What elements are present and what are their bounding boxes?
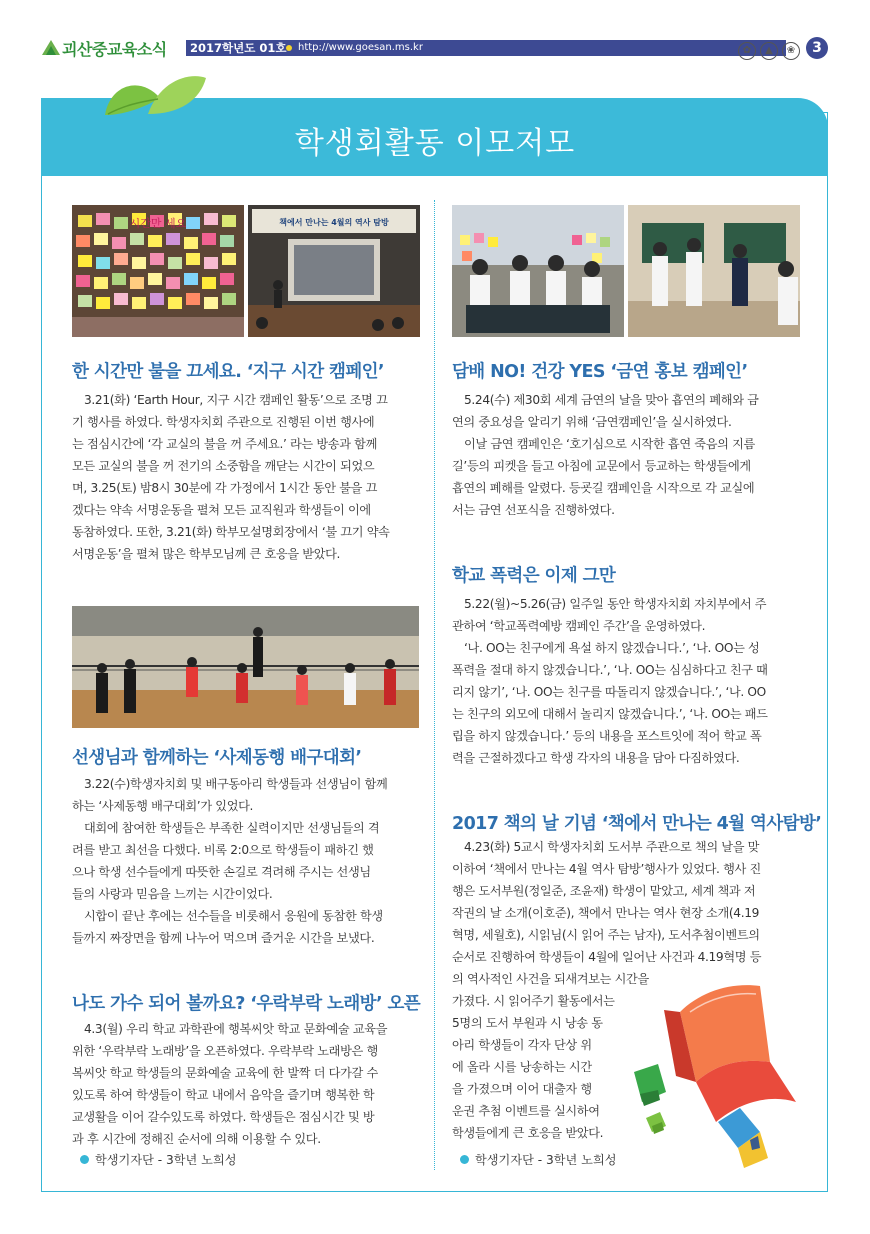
flying-book-illustration [620,972,820,1172]
article-volleyball-title: 선생님과 함께하는 ‘사제동행 배구대회’ [72,748,362,768]
text-line: 5.24(수) 제30회 세계 금연의 날을 맞아 흡연의 폐해와 금 [464,393,759,407]
text-line: 3.21(화) ‘Earth Hour, 지구 시간 캠페인 활동’으로 조명 끄 [84,393,388,407]
text-line: 위한 ‘우락부락 노래방’을 오픈하였다. 우락부락 노래방은 행 [72,1044,378,1058]
text-line: 4.3(월) 우리 학교 과학관에 행복씨앗 학교 문화예술 교육을 [84,1022,388,1036]
issue-number: 2017학년도 01호 [190,41,287,55]
text-line: 시합이 끝난 후에는 선수들을 비롯해서 응원에 동참한 학생 [84,909,383,923]
text-line: 폭력을 절대 하지 않겠습니다.’, ‘나. OO는 심심하다고 친구 때 [452,663,768,677]
text-line: 들의 사랑과 믿음을 느끼는 시간이었다. [72,887,273,901]
text-line: 서명운동’을 펼쳐 많은 학부모님께 큰 호응을 받았다. [72,547,341,561]
emblem-icon: ✿ [738,42,756,60]
text-line: 력을 근절하겠다고 학생 각자의 내용을 담아 다짐하였다. [452,751,740,765]
article-karaoke-title: 나도 가수 되어 볼까요? ‘우락부락 노래방’ 오픈 [72,994,421,1014]
byline-text: 학생기자단 - 3학년 노희성 [95,1153,237,1167]
text-line: 이하여 ‘책에서 만나는 4월 역사 탐방’행사가 있었다. 행사 진 [452,862,761,876]
article-earth-hour-body [72,389,422,565]
text-line: 작권의 날 소개(이호준), 책에서 만나는 역사 현장 소개(4.19 [452,906,760,920]
column-divider [434,200,435,1170]
photo-postit-board [72,205,244,337]
text-line: 대회에 참여한 학생들은 부족한 실력이지만 선생님들의 격 [84,821,380,835]
header-dot [286,45,292,51]
text-line: 교생활을 이어 갈수있도록 하였다. 학생들은 점심시간 및 방 [72,1110,375,1124]
text-line: 3.22(수)학생자치회 및 배구동아리 학생들과 선생님이 함께 [84,777,388,791]
text-line: ‘나. OO는 친구에게 욕설 하지 않겠습니다.’, ‘나. OO는 성 [464,641,760,655]
text-line: 흡연의 폐해를 알렸다. 등굣길 캠페인을 시작으로 각 교실에 [452,481,755,495]
photo-presentation-hall [248,205,420,337]
text-line: 과 후 시간에 정해진 순서에 의해 이용할 수 있다. [72,1132,321,1146]
byline-right [460,1151,617,1168]
text-line: 겠다는 약속 서명운동을 펼쳐 모든 교직원과 학생들이 이에 [72,503,371,517]
text-line: 이날 금연 캠페인은 ‘호기심으로 시작한 흡연 죽음의 지름 [464,437,755,451]
page-number: 3 [806,37,828,59]
text-line: 행은 도서부원(정일준, 조윤재) 학생이 맡았고, 세계 책과 저 [452,884,756,898]
text-line: 려를 받고 최선을 다했다. 비록 2:0으로 학생들이 패하긴 했 [72,843,374,857]
text-line: 기 행사를 하였다. 학생자치회 주관으로 진행된 이번 행사에 [72,415,375,429]
text-line: 가졌다. 시 읽어주기 활동에서는 [452,994,615,1008]
text-line: 의 역사적인 사건을 되새겨보는 시간을 [452,972,649,986]
school-name: 괴산중교육소식 [62,40,167,59]
text-line: 복씨앗 학교 학생들의 문화예술 교육에 한 발짝 더 다가갈 수 [72,1066,378,1080]
text-line: 연의 중요성을 알리기 위해 ‘금연캠페인’을 실시하였다. [452,415,732,429]
text-line: 5명의 도서 부원과 시 낭송 동 [452,1016,603,1030]
text-line: 운권 추첨 이벤트를 실시하여 [452,1104,600,1118]
text-line: 립을 하지 않겠습니다.’ 등의 내용을 포스트잇에 적어 학교 폭 [452,729,762,743]
text-line: 순서로 진행하여 학생들이 4월에 일어난 사건과 4.19혁명 등 [452,950,762,964]
page-title: 학생회활동 이모저모 [294,126,576,161]
text-line: 4.23(화) 5교시 학생자치회 도서부 주관으로 책의 날을 맞 [464,840,760,854]
article-antismoking-title: 담배 NO! 건강 YES ‘금연 홍보 캠페인’ [452,362,748,382]
text-line: 5.22(월)~5.26(금) 일주일 동안 학생자치회 자치부에서 주 [464,597,767,611]
text-line: 으나 학생 선수들에게 따뜻한 손길로 격려해 주시는 선생님 [72,865,371,879]
flower-icon: ❀ [782,42,800,60]
leaf-decoration-icon [100,70,210,120]
leaf-logo-icon [40,38,62,56]
text-line: 을 가졌으며 이어 대출자 행 [452,1082,592,1096]
header-icons [738,38,804,60]
text-line: 길’등의 피켓을 들고 아침에 교문에서 등교하는 학생들에게 [452,459,751,473]
photo-classroom-board [628,205,800,337]
text-line: 학생들에게 큰 호응을 받았다. [452,1126,604,1140]
byline-left [80,1151,237,1168]
article-violence-title: 학교 폭력은 이제 그만 [452,566,616,586]
article-karaoke-body [72,1018,422,1150]
byline-dot-icon [80,1155,89,1164]
text-line: 에 올라 시를 낭송하는 시간 [452,1060,592,1074]
text-line: 혁명, 세월호), 시읽님(시 읽어 주는 남자), 도서추첨이벤트의 [452,928,760,942]
text-line: 동참하였다. 또한, 3.21(화) 학부모설명회장에서 ‘불 끄기 약속 [72,525,390,539]
article-bookday-title: 2017 책의 날 기념 ‘책에서 만나는 4월 역사탐방’ [452,814,822,834]
text-line: 들까지 짜장면을 함께 나누어 먹으며 즐거운 시간을 보냈다. [72,931,375,945]
photo-volleyball-match [72,606,419,728]
page-header [40,34,830,62]
text-line: 며, 3.25(토) 밤8시 30분에 각 가정에서 1시간 동안 불을 끄 [72,481,378,495]
text-line: 아리 학생들이 각자 단상 위 [452,1038,592,1052]
text-line: 서는 금연 선포식을 진행하였다. [452,503,615,517]
school-url[interactable]: http://www.goesan.ms.kr [298,42,423,53]
article-antismoking-body [452,389,802,521]
byline-text: 학생기자단 - 3학년 노희성 [475,1153,617,1167]
text-line: 리지 않기’, ‘나. OO는 친구를 따돌리지 않겠습니다.’, ‘나. OO [452,685,766,699]
text-line: 하는 ‘사제동행 배구대회’가 있었다. [72,799,254,813]
article-violence-body [452,593,802,769]
text-line: 있도록 하여 학생들이 학교 내에서 음악을 즐기며 행복한 학 [72,1088,375,1102]
text-line: 는 친구의 외모에 대해서 놀리지 않겠습니다.’, ‘나. OO는 패드 [452,707,768,721]
postit-heading: 시간만 세요 [129,217,187,230]
article-earth-hour-title: 한 시간만 불을 끄세요. ‘지구 시간 캠페인’ [72,362,384,382]
photo-antismoking-students [452,205,624,337]
text-line: 는 점심시간에 ‘각 교실의 불을 꺼 주세요.’ 라는 방송과 함께 [72,437,378,451]
tree-icon: ▲ [760,42,778,60]
banner-text: 책에서 만나는 4월의 역사 탐방 [279,218,389,227]
text-line: 모든 교실의 불을 꺼 전기의 소중함을 깨닫는 시간이 되었으 [72,459,375,473]
byline-dot-icon [460,1155,469,1164]
text-line: 관하여 ‘학교폭력예방 캠페인 주간’을 운영하였다. [452,619,706,633]
article-volleyball-body [72,773,422,949]
